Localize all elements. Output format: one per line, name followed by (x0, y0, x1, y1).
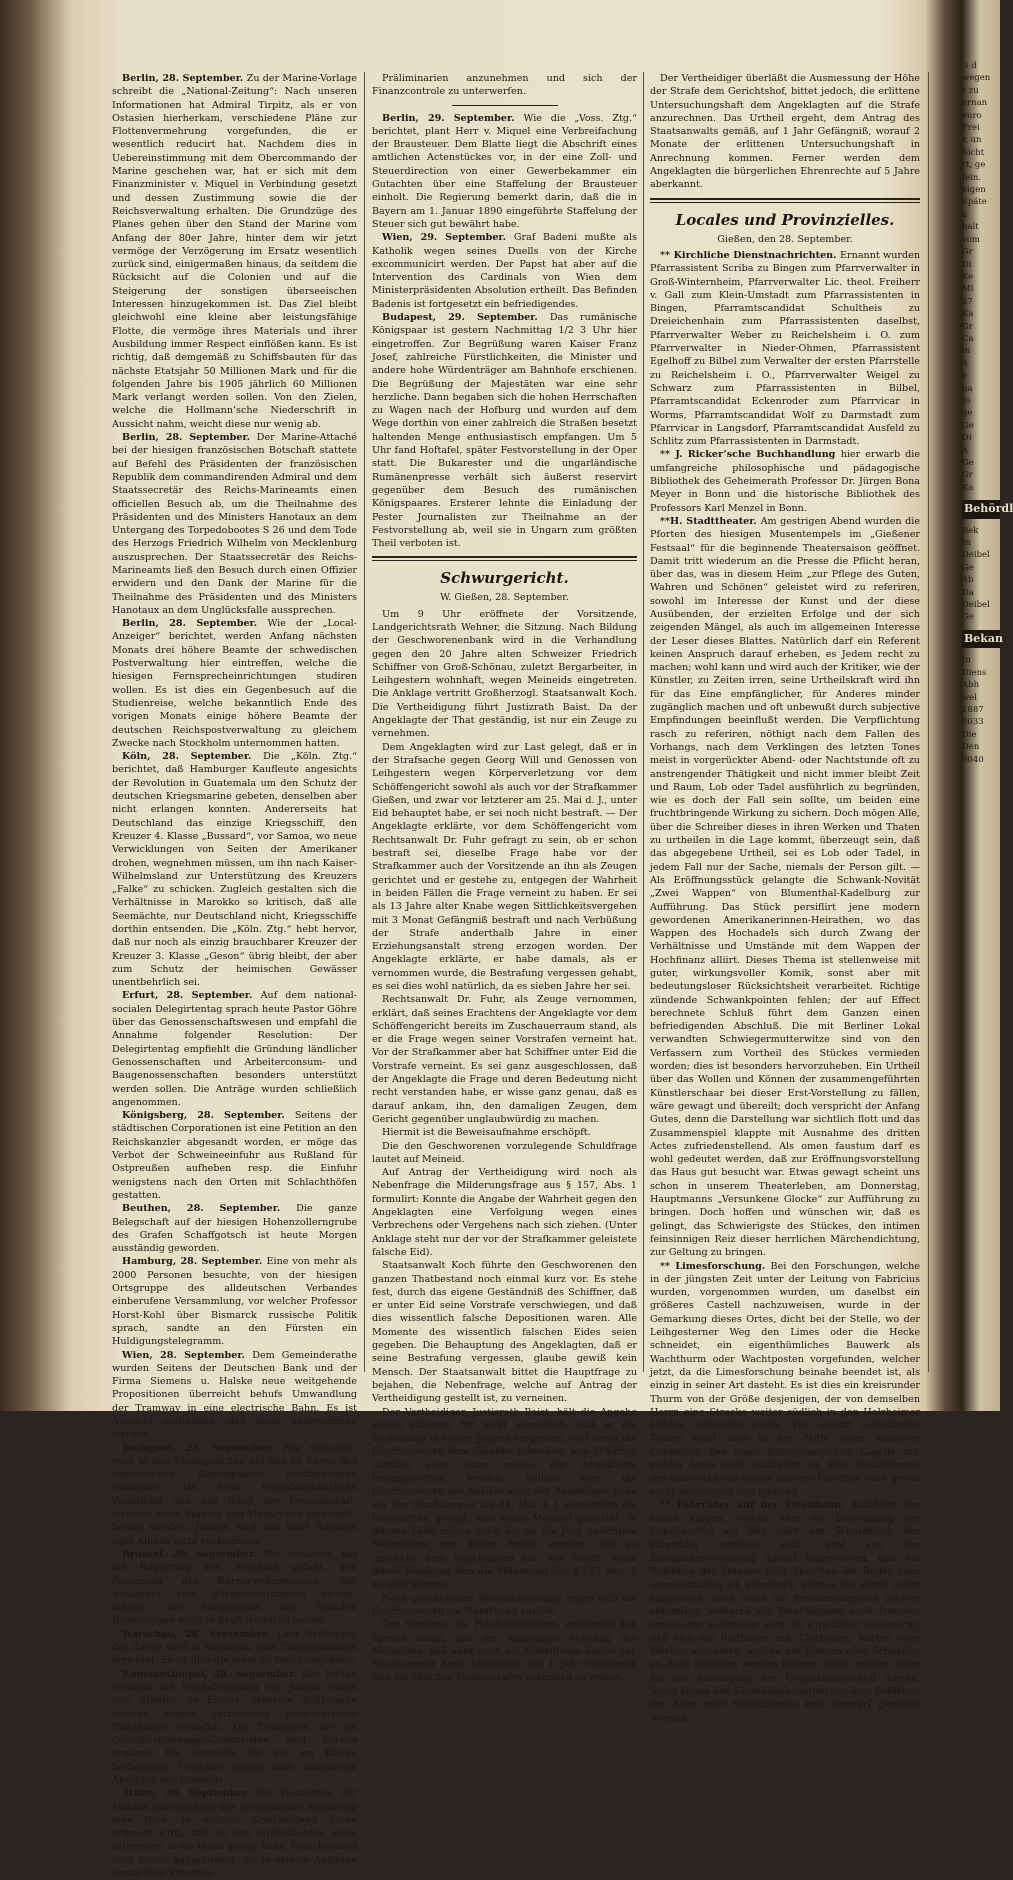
news-item (112, 72, 357, 431)
news-item (112, 617, 357, 750)
article-text: Die ganze Belegschaft auf der hiesigen Hohenzollerngrube des Grafen Schaffgotsch ist heute Morgen ausständig geworden. (112, 1203, 357, 1255)
edge-fragment: ha (962, 383, 973, 394)
edge-fragment: 9040 (962, 754, 984, 765)
local-item (650, 1499, 920, 1725)
article-text: Die Gesandten der Mächte überreichten der griechischen Regierung eine Note, in welcher Griechenland daran erinnert wird, daß es den Großmächten seine Interessen in die Hand gelegt habe. Griechenland wird ferner aufgefordert, die in seinem Auftrage gemachten Friedens- (112, 1788, 357, 1880)
edge-fragment: 's d (962, 61, 977, 71)
column-news-telegrams (112, 72, 358, 1880)
edge-fragment: r zu (962, 85, 979, 96)
edge-fragment: Ge (962, 612, 974, 623)
dateline-head: Beuthen, 28. September. (122, 1203, 297, 1215)
edge-fragment: 1887 (962, 704, 984, 715)
news-item (112, 1668, 357, 1788)
edge-fragment: Ka (962, 482, 974, 493)
court-paragraph: Staatsanwalt Koch führte den Geschworenen den ganzen Thatbestand noch einmal kurz vor. Es stehe fest, durch das eigene Geständniß des Schiffner, daß er unter Eid seine Vorstrafe verschwiegen, und daß dies wissentlich falsche Depositionen waren. Alle Momente des wissentlich falschen Eides seien gegeben. Die Behauptung des Angeklagten, daß er seine Bestrafung vergessen, glaube gewiß kein Mensch. Der Staatsanwalt bittet die Hauptfrage zu bejahen, die Nebenfrage, welche auf Antrag der Vertheidigung gestellt ist, zu verneinen. (372, 1260, 637, 1405)
article-text: Graf Badeni mußte als Katholik wegen seines Duells von der Kirche excommunicirt werden. Der Papst hat aber auf die Intervention des Cardinals von Wien dem Ministerpräsidenten Absolution ertheilt. Das Befinden Badenis ist fortgesetzt ein befriedigendes. (372, 232, 637, 310)
edge-fragment: Den (962, 742, 980, 753)
dateline-head: Brüssel, 28. September. (122, 1548, 264, 1560)
court-report (372, 608, 637, 1685)
dateline-head: Warschau, 28. September. (122, 1628, 278, 1640)
edge-fragment: Gr (962, 470, 973, 481)
edge-heading-box: Behördl (962, 500, 1000, 518)
adjacent-page-edge (962, 60, 1013, 1390)
edge-fragment: Deibel (962, 550, 990, 561)
edge-fragment: Ke (962, 271, 974, 282)
court-paragraph: Der Vertheidiger überläßt die Ausmessung der Höhe der Strafe dem Gerichtshof, bittet jedoch, die erlittene Untersuchungshaft dem Angeklagten auf die Strafe anzurechnen. Das Urtheil ergeht, dem Antrag des Staatsanwalts gemäß, auf 1 Jahr Gefängniß, worauf 2 Monate der erlittenen Untersuchungshaft in Anrechnung kommen. Ferner werden dem Angeklagten die bürgerlichen Ehrenrechte auf 5 Jahre aberkannt. (650, 73, 920, 191)
edge-fragment: Jo (962, 395, 971, 406)
edge-fragment: Gr (962, 321, 973, 332)
edge-fragment: ge (962, 408, 973, 419)
news-item (112, 1109, 357, 1202)
edge-fragment: Deibel (962, 600, 990, 611)
edge-fragment: Ge (962, 458, 974, 468)
edge-fragment: 9033 (962, 717, 984, 728)
dateline-head: **H. Stadttheater. (660, 515, 761, 527)
news-item (112, 1349, 357, 1442)
news-item (112, 1255, 357, 1348)
news-item (372, 112, 637, 232)
court-section-title: Schwurgericht. (440, 569, 569, 588)
article-text: Der Sultan verfügte die Neubefestigung von Janina, sowie vier Städten im Epirus. Mehrere Zollbeamte wurden wegen Verbreitung jungtürkischer Flugblätter verhaftet. Die Delegirten für die Grenzbestimmungs-Commission sind bereits ernannt. Die Amnestie für die am Kriege betheiligten Griechen erfolgt nach definitivem Abschluß des Friedens. (112, 1668, 357, 1786)
news-item (112, 1628, 357, 1668)
article-text: Das rumänische Königspaar ist gestern Nachmittag 1/2 3 Uhr hier eingetroffen. Zur Begrüßung waren Kaiser Franz Josef, zahlreiche Fürstlichkeiten, die Minister und andere hohe Würdenträger am Bahnhofe erschienen. Die Begrüßung der Majestäten war eine sehr herzliche. Dann begaben sich die hohen Herrschaften zu Wagen nach der Hofburg und wurden auf dem Wege dorthin von einer zahlreich die Straßen besetzt haltenden Menge enthusiastisch empfangen. Um 5 Uhr fand Hoftafel, später Festvorstellung in der Oper statt. Die Bukarester und die ungarländische Rumänenpresse verhält sich äußerst reservirt gegenüber dem Besuch des rumänischen Königspaares. Ersterer lehnte die Einladung der Pester Journalisten zur Theilnahme an der Festvorstellung ab, weil sie in Ungarn zum größten Theil verboten ist. (372, 312, 637, 550)
edge-fragment: Gr (962, 247, 973, 258)
dateline-head: Berlin, 28. September. (122, 432, 257, 444)
article-text: Ernannt wurden Pfarrassistent Scriba zu Bingen zum Pfarrverwalter in Groß-Winternheim, Pfarrverwalter Lic. theol. Freiherr v. Gall zum Klein-Umstadt zum Pfarrassistenten in Bingen, Pfarramtscandidat Schultheis zu Dreieichenhain zum Pfarrassistenten daselbst, Pfarrverwalter Weber zu Reichelsheim i. O. zum Pfarrverwalter in Nieder-Ohmen, Pfarrassistent Egelhoff zu Bilbel zum Verwalter der ersten Pfarrstelle zu Reichelsheim i. O., Pfarrverwalter Weigel zu Schwarz zum Pfarrassistenten in Bilbel, Pfarramtscandidat Eckenroder zum Pfarrvicar in Worms, Pfarramtscandidat Wolf zu Darmstadt zum Pfarrvicar in Langsdorf, Pfarramtscandidat Ausfeld zu Schlitz zum Pfarrassistenten in Darmstadt. (650, 249, 920, 448)
column-middle (372, 72, 637, 1684)
edge-fragment: u (962, 209, 968, 220)
court-report-continued (650, 72, 920, 192)
edge-heading-box: Bekan (962, 630, 1000, 648)
edge-fragment: In (962, 655, 971, 666)
article-text: Wie der „Local-Anzeiger“ berichtet, werden Anfang nächsten Monats drei höhere Beamte der schwedischen Postverwaltung hier eintreffen, welche die hiesigen Fernsprecheinrichtungen studiren wollen. Es ist dies ein Gegenbesuch auf die Studienreise, welche bekanntlich Ende des vorigen Monats einige höhere Beamte der deutschen Reichspostverwaltung zu gleichem Zwecke nach Stockholm unternommen hatten. (112, 618, 357, 749)
court-paragraph: Der Vertheidiger, Justizrath Baist, hält die Angabe seines Clienten für nicht unmöglich, daß er die Bestrafung in seiner Jugend vergessen, und wenn die Geschworenen dem Glauben schenken, was Schiffner darüber sagt, dann müsse der Angeklagte freigesprochen werden. Sollten aber die Geschworenen der Ansicht sein, der Angeklagte habe vor der Strafkammer am 24. Mai d. J. wissentlich die Unwahrheit gesagt, also einen Meineid geleistet, in diesem Falle müsse auch die an die Jury gerichtete Nebenfrage von dieser bejaht werden, und es geschehe dem Angeklagten nur sein Recht, wenn durch Bejahung ihm die Milderung des § 157 Abs. 1 zu gute komme. (372, 1406, 637, 1591)
article-text: Die „Köln. Ztg.“ berichtet, daß Hamburger Kaufleute angesichts der Revolution in Guatemala um den Schutz der deutschen Kriegsmarine gebeten, denselben aber nicht erlangen konnten. Andererseits hat Deutschland das einzige Kriegsschiff, den Kreuzer 4. Klasse „Bussard“, vor Samoa, wo neue Verwicklungen von Seiten der Amerikaner drohen, wegnehmen müssen, um ihn nach Kaiser-Wilhelmsland zur Unterstützung des Kreuzers „Falke“ zu schicken. Zugleich gestalten sich die Verhältnisse in Marokko so kritisch, daß alle Seemächte, nur Deutschland nicht, Kriegsschiffe dorthin entsenden. Die „Köln. Ztg.“ hebt hervor, daß nur noch als einzig brauchbarer Kreuzer der Kreuzer 3. Klasse „Geson“ übrig bleibt, der aber zum Schutz der heimischen Gewässer unentbehrlich sei. (112, 751, 358, 989)
local-item (650, 448, 920, 514)
article-text: Am gestrigen Abend wurden die Pforten des hiesigen Musentempels im „Gießener Festsaal“ für die beginnende Theatersaison geöffnet. Damit tritt wiederum an die Presse die Pflicht heran, über das, was in diesem Heim „zur Pflege des Guten, Wahren und Schönen“ geleistet wird zu referiren, sowohl im Interesse der Kunst und der diese Ausübenden, der erzielten Erfolge und der sich zeigenden Mängel, als auch im allgemeinen Interesse der Leser dieses Blattes. Natürlich darf ein Referent keinen Anspruch darauf erheben, es Jedem recht zu machen; wohl kann und wird auch der Kritiker, wie der Künstler, zu Zeiten irren, seine Urtheilskraft wird ihn für das Eine empfänglicher, für Anderes minder zugänglich machen und oft unbewußt durch subjective Empfindungen beeinflußt werden. Die Verpflichtung rasch zu referiren, nöthigt nach dem Fallen des Vorhangs, nach dem Verklingen des letzten Tones meist in vorgerückter Abend- oder Nachtstunde oft zu anstrengender Thätigkeit und nicht immer bleibt Zeit und Raum, Lob oder Tadel ausführlich zu begründen, wie es doch der Fall sein sollte, um beiden eine fruchtbringende Wirkung zu sichern. Doch mögen Alle, über die Schreiber dieses in ihren Werken und Thaten zu urtheilen in die Lage kommt, überzeugt sein, daß das abgegebene Urtheil, sei es Lob oder Tadel, in jedem Fall nur der Sache, niemals der Person gilt. — Als Eröffnungsstück gelangte die Schwank-Novität „Zwei Wappen“ von Blumenthal-Kadelburg zur Aufführung. Das Stück persiflirt jene modern gewordenen Amerikanerinnen-Heirathen, wo das Wappen des Hochadels sich durch Zwang der Verhältnisse und Umstände mit dem Wappen der Hochfinanz alliirt. Dieses Thema ist stellenweise mit guter, wirkungsvoller Komik, sonst aber mit bedeutungsloser Rücksichtsheit verarbeitet. Richtige zündende Schwankpointen fehlen; der auf Effect berechnete Schluß führt dem Ganzen einen befriedigenden Abschluß. Die mit Berliner Lokal verwandten Schwiegermutterwitze sind von den Verfassern zum Vortheil des Stückes vermieden worden; dies ist besonders hervorzuheben. Ein Urtheil über das Wollen und Können der zusammengeführten Künstlerschaar bei dieser Erst-Vorstellung zu fällen, wäre gewagt und übereilt; doch verspricht der Anfang Gutes, denn die Darstellung war sichtlich flott und das Zusammenspiel klappte mit Ausnahme des dritten Actes zufriedenstellend. Als omen faustum darf es wohl gedeutet werden, daß zur Eröffnungsvorstellung das Haus gut besucht war. Etwas gewagt scheint uns schon in unserem Theaterleben, am Donnerstag, Hauptmanns „Versunkene Glocke“ zur Aufführung zu bringen. Doch hoffen und wünschen wir, daß es gelingt, das Schwierigste des Stückes, den intimen feinsinnigen Reiz dieser herrlichen Märchendichtung, zur Geltung zu bringen. (650, 515, 920, 1259)
dateline-head: ** Limesforschung. (660, 1260, 771, 1272)
article-text: Wie verlautet, hat die Regierung den Beschluß gefaßt, den Paragraph des Bürgerwehrgesetzes, der Ausländer zum Bürgerwehrdienste zwingt, infolge des Einspruches der fremden Regierungen nicht in Kraft treten zu lassen. (112, 1548, 357, 1627)
article-text: hier erwarb die umfangreiche philosophische und pädagogische Bibliothek des Geheimerath Professor Dr. Jürgen Bona Meyer in Bonn und die historische Bibliothek des Professors Karl Menzel in Bonn. (650, 449, 921, 514)
article-text: Eine von mehr als 2000 Personen besuchte, von der hiesigen Ortsgruppe des alldeutschen Verbandes einberufene Versammlung, vor welcher Professor Horst-Kohl über Bismarck russische Politik sprach, sandte an den Fürsten ein Huldigungstelegramm. (112, 1256, 358, 1348)
edge-fragment: wel (962, 692, 978, 703)
court-paragraph: Auf Antrag der Vertheidigung wird noch als Nebenfrage die Milderungsfrage aus § 157, Abs. 1 formulirt: Konnte die Angabe der Wahrheit gegen den Angeklagten eine Verfolgung wegen eines Verbrechens oder Vergehens nach sich ziehen. (Unter Anklage steht nur der vor der Strafkammer geleistete falsche Eid). (372, 1167, 637, 1258)
edge-fragment: eigen (962, 185, 986, 196)
edge-fragment: Ca (962, 333, 974, 344)
edge-fragment: rt, ge (962, 160, 986, 171)
article-text: Seitens der städtischen Corporationen ist eine Petition an den Reichskanzler abgesandt worden, er möge das Verbot der Schweineeinfuhr aus Rußland für Ostpreußen aufheben resp. die Einfuhr wenigstens nach den Orten mit Schlachthöfen gestatten. (112, 1110, 357, 1201)
edge-fragment: Ge (962, 420, 974, 431)
article-text: Bei den Forschungen, welche in der jüngsten Zeit unter der Leitung von Fabricius wurden, vorgenommen wurden, um daselbst ein größeres Castell nachzuweisen, wurde in der Gemarkung dieses Ortes, dicht bei der Stelle, wo der Leihgesterner Weg den Limes oder die Hecke schneidet, ein eigenthümliches Bauwerk als Wachthurm oder Wachtposten vorgefunden, welcher jetzt, da die Limesforschung beinahe beendet ist, als einzig in seiner Art dasteht. Es ist dies ein kreisrunder Thurm von der Größe desjenigen, der von demselben Herrn eine Strecke weiter südlich in den Holzheimer Heiden, gefunden wurde. Der zuletzt aufgedeckte Thurm steht aber in der Mitte eines massiven Gebäudes, das einer frühromanischen Kapelle mit runder Apsis nicht unähnlich ist. Eine Besichtigung des Bauwerks von Seiten unserer Forscher wäre gewiß recht interessant und lohnend. (650, 1260, 920, 1498)
locals-section-title: Locales und Provinzielles. (675, 210, 895, 229)
edge-fragment: Abh (962, 680, 980, 691)
dateline-head: Berlin, 29. September. (382, 112, 524, 124)
news-item (112, 1442, 357, 1548)
edge-fragment: A (962, 358, 969, 369)
edge-fragment: Ab (962, 575, 974, 586)
column-right (650, 72, 921, 1724)
edge-fragment: Bek (962, 525, 979, 536)
dateline-head: Wien, 29. September. (382, 232, 514, 244)
divider (452, 105, 558, 106)
article-text: Anläßlich der vielen Klagen, welche über die Befestigung der Gepäckzettel am Sitz oder am Schutzblech der Fahrräder erhoben sind, wird von der Eisenbahnverwaltung darauf hingewiesen, daß ein Bekleben der Stangen oder Speichen der Räder ganz unzweckmäßig ist. Hierdurch würden die Zettel leicht abgerissen, auch seien die Bestimmungsorte schwer erkennbar, wodurch ein Verschleppen nach fremden Orten sehr begünstigt wird. Es wird daher gewünscht, daß sich die Radfahrer mit Täschchen, Karten oder Marken ausrüsten, welche mit Riemen oder Schnallen an Rade befestigt werden können. Diese würden dann für die Anbringung der Gepäckklebezettel dienen. Sonst könne den Eisenbahnbeamten aus dem Bekleben der Sitze oder Schutzbleche kein Vorwurf gemacht werden. (650, 1499, 920, 1724)
dateline-head: Budapest, 28. September. (122, 1442, 283, 1454)
dateline-head: Königsberg, 28. September. (122, 1110, 295, 1122)
edge-fragment: euro (962, 110, 982, 121)
news-item (112, 431, 357, 617)
article-text: Wie verlautet, wird in den Trinksprüchen bei den zu Ehren des rumänischen Königspaares stattfindenden Galadiner das feste freundnachbarliche Verhältniß und das Band der Freundschaft, welches beide Staaten und Monarchen verknüpft, betont werden. Jedoch wird das Wort Bündniß oder Allianz nicht vorkommen. (112, 1442, 357, 1547)
dateline-head: ** Kirchliche Dienstnachrichten. (660, 249, 841, 261)
edge-fragment: ernan (962, 98, 988, 109)
court-dateline: W. Gießen, 28. September. (440, 592, 569, 604)
locals-dateline: Gießen, den 28. September. (717, 233, 853, 245)
court-paragraph: Rechtsanwalt Dr. Fuhr, als Zeuge vernommen, erklärt, daß seines Erachtens der Angeklagte vor dem Schöffengericht bereits im Zuschauerraum stand, als er die Frage wegen seiner Vorstrafen verneint hat. Vor der Strafkammer aber hat Schiffner unter Eid die Vorstrafe verneint. Es sei ganz ausgeschlossen, daß der Angeklagte die Frage und deren Bedeutung nicht recht verstanden habe, er wisse ganz genau, daß es darauf ankam, ihn, den damaligen Zeugen, dem Gericht gegenüber unglaubwürdig zu machen. (372, 994, 637, 1125)
news-item (372, 72, 637, 99)
dateline-head: Budapest, 29. September. (382, 312, 550, 324)
dateline-head: Hamburg, 28. September. (122, 1256, 267, 1268)
edge-fragment: Di (962, 259, 972, 270)
edge-fragment: A (962, 445, 969, 456)
court-paragraph: Um 9 Uhr eröffnete der Vorsitzende, Landgerichtsrath Wehner, die Sitzung. Nach Bildung der Geschworenenbank wird in die Verhandlung gegen den 20 Jahre alten Schweizer Friedrich Schiffner von Groß-Schönau, zuletzt Bergarbeiter, in Leihgestern wohnhaft, wegen Meineids eingetreten. Die Anklage vertritt Großherzogl. Staatsanwalt Koch. Die Vertheidigung führt Justizrath Baist. Da der Angeklagte der That geständig, ist nur ein Zeuge zu vernehmen. (372, 608, 637, 740)
news-continued (372, 72, 637, 550)
news-item (112, 750, 357, 989)
edge-fragment: 27 (962, 296, 973, 307)
court-paragraph: Der Obmann, Th. Haubach-Gießen, verkündet den Spruch dahin, daß der Angeklagte schuldig des Meineides, daß aber auch die Nebenfrage bejaht sei. Staatsanwalt Koch beantragt, auf 1 Jahr Gefängniß und die üblichen Nebenstrafen erkennen zu wollen. (372, 1619, 637, 1684)
court-paragraph: Nach geschehener Rechtsbelehrung zogen sich die Geschworenen zur Berathung zurück. (372, 1592, 637, 1617)
article-text: Laut Verfügung des Zaren wird in Warschau eine Cadettenschule errichtet. Es ist dies die erste im Weichselgebiete. (112, 1628, 357, 1667)
news-item (112, 1548, 357, 1628)
column-rule (364, 72, 365, 1372)
edge-fragment: Diens (962, 667, 987, 678)
dateline-head: Köln, 28. September. (122, 751, 264, 763)
article-text: Auf dem national-socialen Delegirtentag sprach heute Pastor Göhre über das Genossenschaftswesen und empfahl die Annahme folgender Resolution: Der Delegirtentag empfiehlt die Gründung ländlicher Genossenschaften und Arbeiterconsum- und Baugenossenschaften besonders unterstützt werden sollen. Die Anträge wurden schließlich angenommen. (112, 990, 357, 1108)
dateline-head: Athen, 28. September. (122, 1788, 258, 1800)
edge-fragment: Ka (962, 309, 974, 320)
article-text: Wie die „Voss. Ztg.“ berichtet, plant Herr v. Miquel eine Verbreifachung der Brausteuer. Dem Blatte liegt die Abschrift eines amtlichen Actenstückes vor, in der eine Zoll- und Steuerdirection von einer Gewerbekammer ein Gutachten über eine Staffelung der Brausteuer einholt. Die Regierung bemerkt darin, daß die in Bayern am 1. Januar 1890 eingeführte Staffelung der Steuer sich gut bewährt habe. (372, 112, 637, 230)
edge-fragment: Die (962, 729, 977, 740)
dateline-head: Berlin, 28. September. (122, 618, 268, 630)
news-item (112, 1787, 357, 1880)
court-paragraph: Die den Geschworenen vorzulegende Schuldfrage lautet auf Meineid. (372, 1140, 637, 1165)
section-rule (372, 556, 637, 561)
edge-fragment: Di (962, 433, 972, 444)
article-text: Zu der Marine-Vorlage schreibt die „National-Zeitung“: Nach unseren Informationen hat Admiral Tirpitz, als er von Ostasien hierherkam, verschiedene Pläne zur Flottenvermehrung vorgefunden, die er wesentlich reducirt hat. Nachdem dies in Uebereinstimmung mit dem Obercommando der Marine geschehen war, hat er sich mit dem Finanzminister v. Miquel in Verbindung gesetzt und dessen Zustimmung sowie die der Reichsverwaltung erhalten. Die Grundzüge des Planes gehen über den Stand der Marine vom Anfang der 80er Jahre, hinter dem wir jetzt vermöge der Verzögerung im Ersatz wesentlich zurück sind, einigermaßen hinaus, da seitdem die Rücksicht auf die Colonien und auf die Steigerung der sonstigen überseeischen Interessen hinzugekommen ist. Das Ziel bleibt gleichwohl eine kleine aber leistungsfähige Flotte, die vermöge ihres Materials und ihrer Ausbildung immer Respect einflößen kann. Es ist richtig, daß demgemäß zu Schiffsbauten für das nächste Etatsjahr 50 Millionen Mark und für die folgenden Jahre bis 1905 jährlich 60 Millionen Mark verlangt werden sollen. Von den Zielen, welche die Hollmann’sche Niederschrift in Aussicht nahm, weicht diese nur wenig ab. (112, 73, 357, 430)
edge-fragment: vom (962, 234, 980, 245)
dateline-head: ** J. Ricker’sche Buchhandlung (660, 449, 841, 461)
edge-fragment: r, un (962, 135, 982, 146)
edge-fragment: Sicht (962, 147, 985, 158)
news-item (372, 231, 637, 311)
local-item (650, 515, 920, 1260)
article-text: Präliminarien anzunehmen und sich der Finanzcontrole zu unterwerfen. (372, 73, 637, 98)
local-news (650, 249, 920, 1725)
column-rule (928, 72, 929, 1372)
edge-fragment: Mi (962, 284, 974, 295)
dateline-head: Konstantinopel, 28. September. (122, 1668, 303, 1680)
dateline-head: Wien, 28. September. (122, 1349, 253, 1361)
article-text: Dem Gemeinderathe wurden Seitens der Deutschen Bank und der Firma Siemens u. Halske neue weitgehende Propositionen überreicht behufs Umwandlung der Tramway in eine electrische Bahn. Es ist Aussicht vorhanden, daß diese angenommen werden. (112, 1349, 358, 1441)
edge-fragment: wegen (962, 73, 991, 84)
dateline-head: Erfurt, 28. September. (122, 990, 261, 1002)
column-rule (643, 72, 644, 1372)
news-item (112, 989, 357, 1109)
edge-fragment: e (962, 371, 968, 382)
edge-fragment: Frei (962, 123, 980, 134)
news-item (112, 1202, 357, 1255)
edge-fragment: In (962, 538, 971, 549)
court-paragraph: Dem Angeklagten wird zur Last gelegt, daß er in der Strafsache gegen Georg Will und Genossen von Leihgestern wegen Körperverletzung vor dem Schöffengericht sowohl als auch vor der Strafkammer Gießen, und zwar vor letzterer am 25. Mai d. J., unter Eid behauptet habe, er sei noch nicht bestraft. — Der Angeklagte erklärte, vor dem Schöffengericht vom Rechtsanwalt Dr. Fuhr gefragt zu sein, ob er schon bestraft sei, dieselbe Frage habe vor der Strafkammer auch der Vorsitzende an ihn als Zeugen gerichtet und er gestehe zu, entgegen der Wahrheit in beiden Fällen die Frage verneint zu haben. Er sei als 13 Jahre alter Knabe wegen Sittlichkeitsvergehen mit 3 Monat Gefängniß bestraft und nach Verbüßung der Strafe anderthalb Jahre in einer Erziehungsanstalt streng erzogen worden. Der Angeklagte erklärte, er habe damals, als er vernommen wurde, die Bestrafung vergessen gehabt, es sei dies wohl natürlich, da es sieben Jahre her sei. (372, 741, 637, 992)
dateline-head: ** Fahrräder auf der Eisenbahn. (660, 1499, 852, 1511)
edge-fragment: halt (962, 222, 979, 233)
section-rule (650, 198, 920, 203)
edge-fragment: in (962, 346, 971, 357)
edge-fragment: Ge (962, 562, 974, 573)
article-text: Der Marine-Attaché bei der hiesigen französischen Botschaft stattete auf Befehl des Präsidenten der französischen Republik dem commandirenden Admiral und dem Staatssecretär des Reichs-Marineamts einen officiellen Besuch ab, um die Theilnahme des Präsidenten und des Ministers Hanotaux an dem Untergang des Torpedobootes S 26 und dem Tode des Herzogs Friedrich Wilhelm von Mecklenburg auszusprechen. Der Staatssecretär des Reichs-Marineamts ließ den Besuch durch einen Offizier erwidern und den Dank der Marine für die Theilnahme des Präsidenten und des Ministers Hanotaux an dem Unglücksfalle aussprechen. (112, 432, 357, 616)
dateline-head: Berlin, 28. September. (122, 73, 247, 84)
edge-fragment: fein. (962, 172, 982, 183)
local-item (650, 1260, 920, 1499)
edge-fragment: Da (962, 587, 974, 598)
news-item (372, 311, 637, 550)
local-item (650, 249, 920, 448)
court-paragraph: Hiermit ist die Beweisaufnahme erschöpft. (382, 1127, 591, 1139)
edge-fragment: Späte (962, 197, 987, 208)
